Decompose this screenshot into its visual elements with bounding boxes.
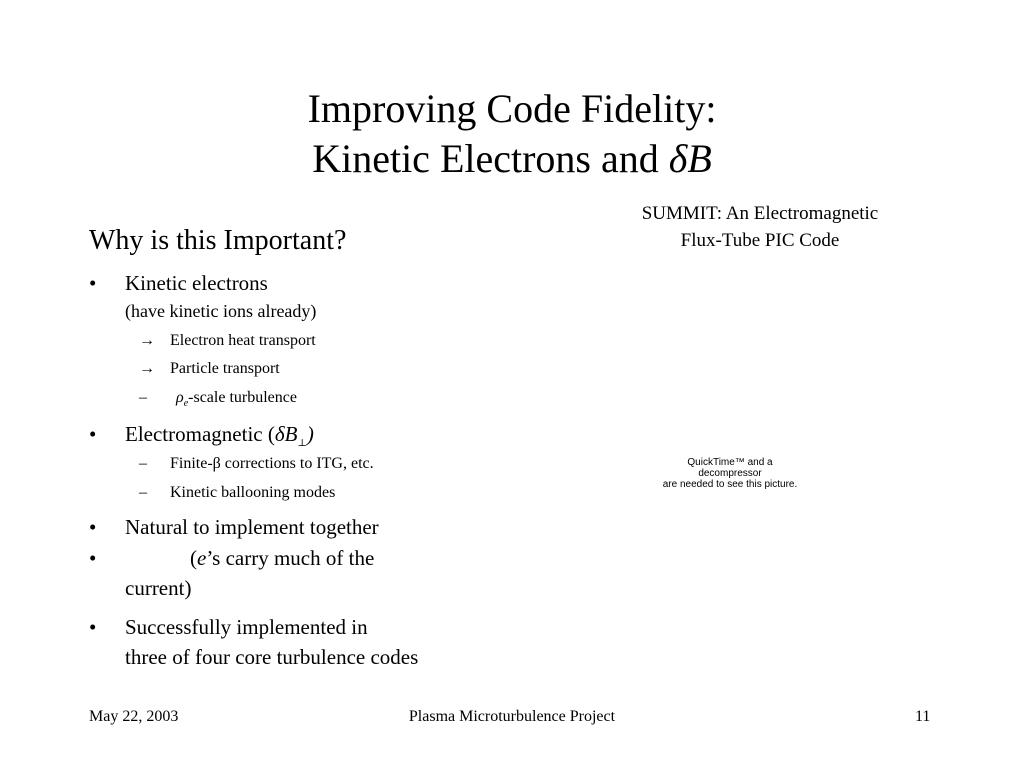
footer-project: Plasma Microturbulence Project (408, 708, 616, 725)
delta-b-symbol: δB (668, 136, 712, 181)
bullet-text: current) (125, 576, 192, 600)
carry-text: ’s carry much of the (206, 546, 375, 570)
electromagnetic-text: Electromagnetic ( (125, 422, 275, 446)
title-line-1: Improving Code Fidelity: (307, 86, 717, 131)
bullet-text: Successfully implemented in (125, 615, 368, 639)
sub-bullet-text: Electron heat transport (170, 332, 316, 349)
arrow-icon: → (139, 332, 155, 349)
dash-marker: – (139, 389, 147, 406)
arrow-icon: → (139, 360, 155, 377)
bullet-marker: • (89, 271, 97, 295)
placeholder-line-2: decompressor (698, 468, 762, 479)
open-paren: ( (190, 546, 197, 570)
placeholder-line-1: QuickTime™ and a (687, 457, 773, 468)
sub-bullet-text: Finite-β corrections to ITG, etc. (170, 455, 374, 472)
bullet-marker: • (89, 515, 97, 539)
bullet-marker: • (89, 422, 97, 446)
sub-bullet-text: Kinetic ballooning modes (170, 484, 336, 501)
bullet-text: three of four core turbulence codes (125, 645, 419, 669)
summit-caption-line-2: Flux-Tube PIC Code (680, 230, 840, 251)
rho-text: -scale turbulence (188, 389, 297, 406)
summit-caption-line-1: SUMMIT: An Electromagnetic (641, 203, 879, 224)
rho-symbol: ρ (176, 389, 184, 406)
sub-bullet-text: Particle transport (170, 360, 280, 377)
slide-title (0, 84, 1024, 184)
title-line-2-text: Kinetic Electrons and (312, 136, 669, 181)
rho-subscript: e (183, 398, 189, 410)
close-paren: ) (306, 422, 314, 446)
perp-subscript: ⊥ (297, 438, 307, 450)
quicktime-image-placeholder (620, 457, 840, 490)
dash-marker: – (139, 455, 147, 472)
placeholder-line-3: are needed to see this picture. (662, 479, 798, 490)
bullet-marker: • (89, 546, 97, 570)
footer-date: May 22, 2003 (89, 708, 179, 725)
bullet-kinetic-electrons-note: (have kinetic ions already) (125, 301, 317, 321)
section-heading: Why is this Important? (89, 225, 347, 256)
footer-page-number: 11 (915, 708, 931, 725)
bullet-text (190, 543, 374, 573)
sub-bullet-text (176, 387, 297, 415)
e-symbol: e (197, 546, 207, 570)
title-line-2 (0, 134, 1024, 184)
dash-marker: – (139, 484, 147, 501)
bullet-marker: • (89, 615, 97, 639)
summit-caption (600, 200, 920, 254)
delta-b-symbol: δB (274, 422, 298, 446)
bullet-text: Natural to implement together (125, 515, 379, 539)
bullet-text: Kinetic electrons (125, 271, 268, 295)
